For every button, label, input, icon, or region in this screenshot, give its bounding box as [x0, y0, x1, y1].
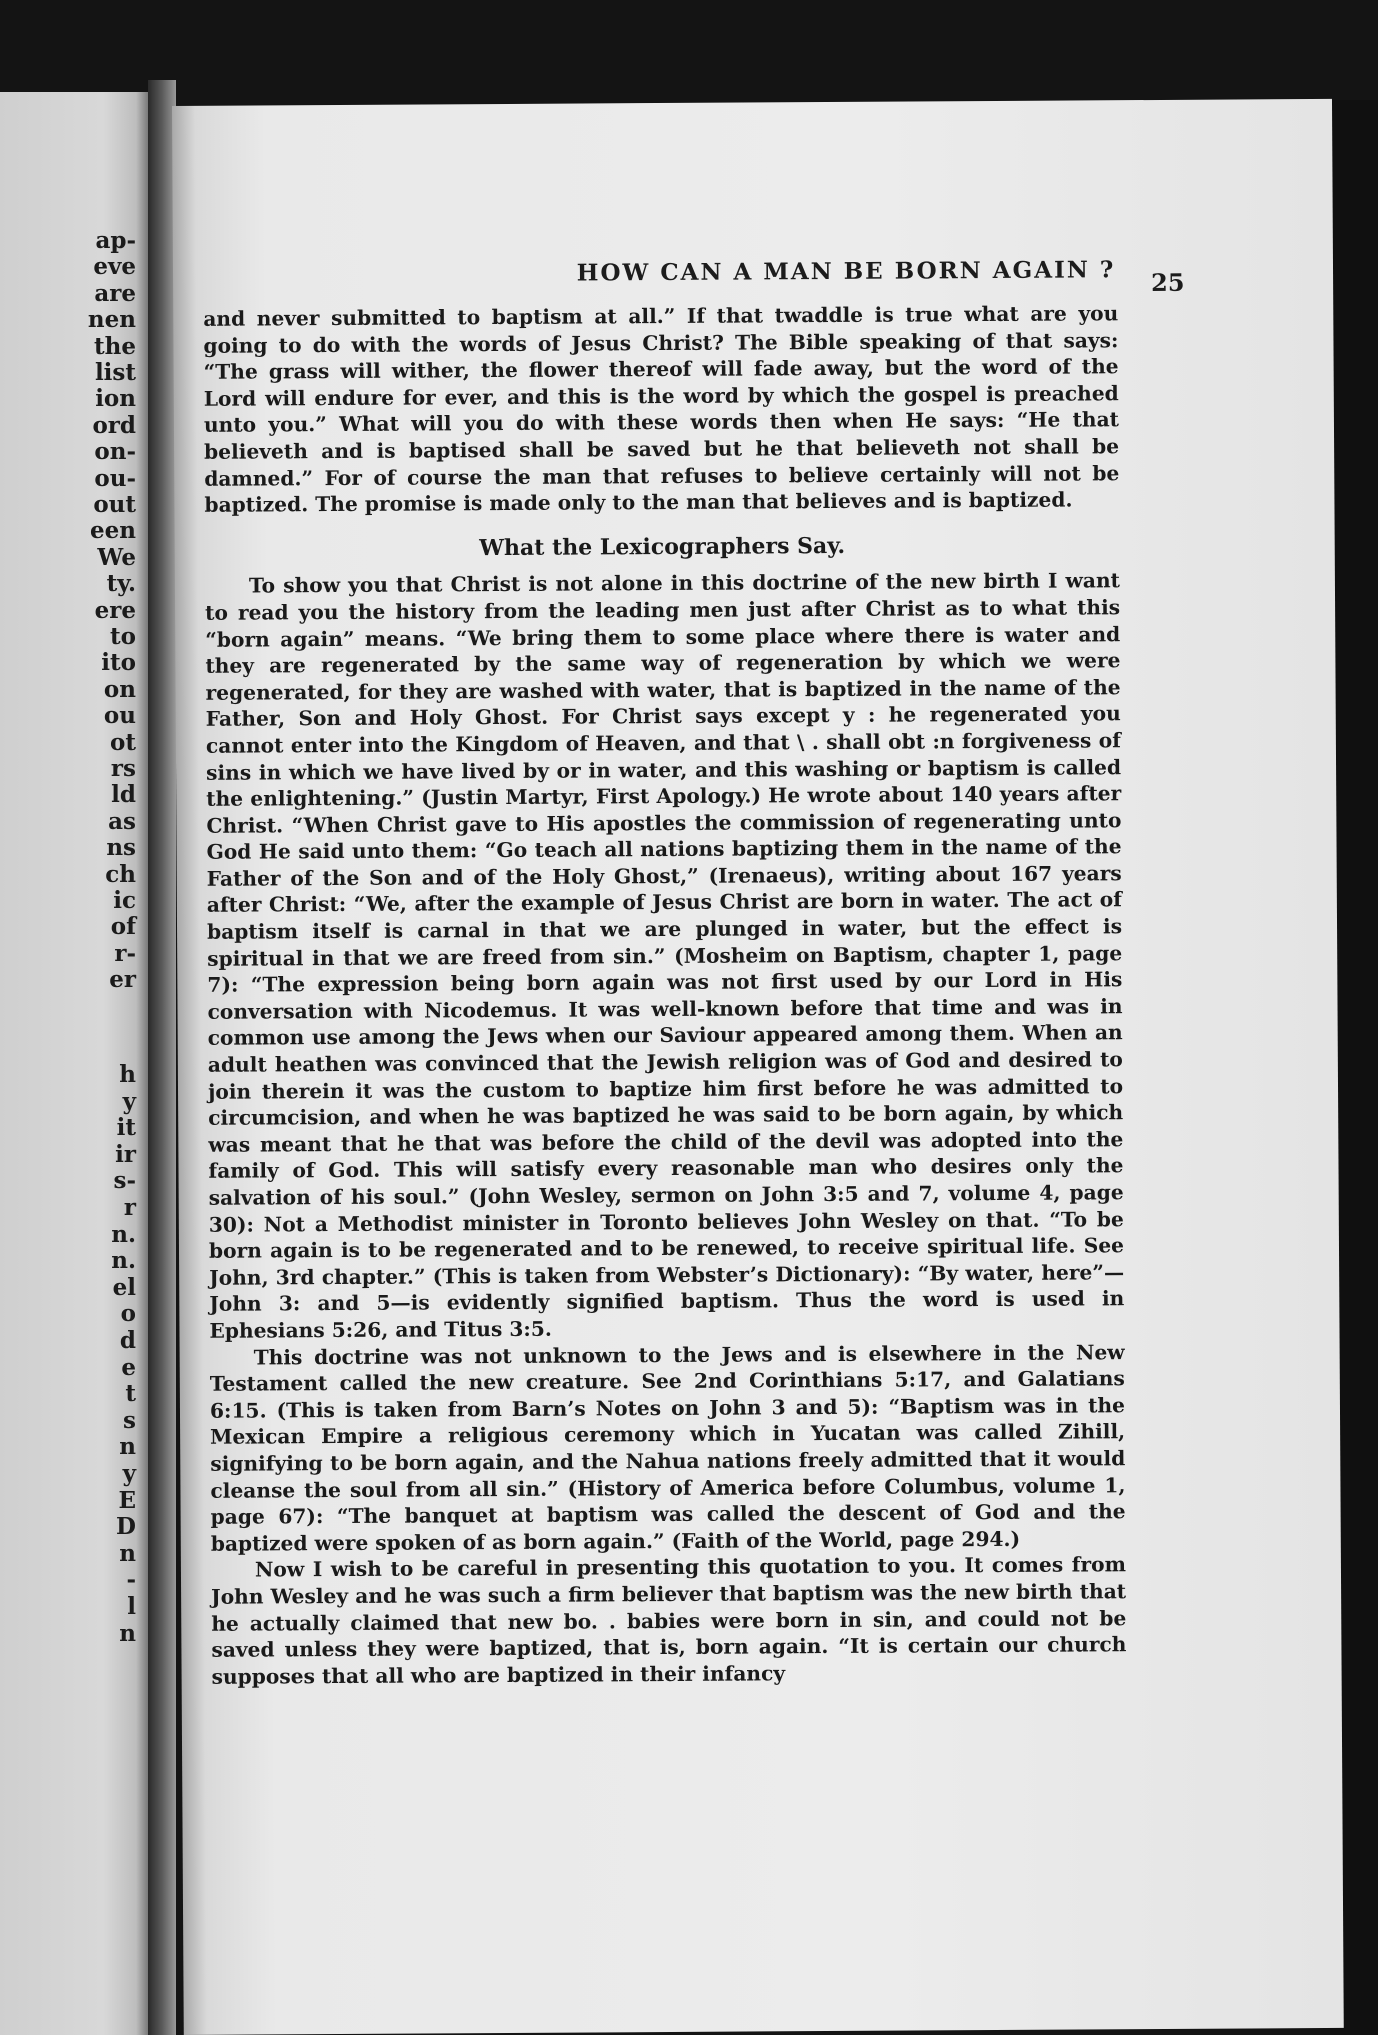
left-page-text-fragment: ito: [101, 649, 136, 677]
left-page-text-fragment: ty.: [106, 570, 136, 598]
left-page-text-fragment: t: [125, 1380, 136, 1408]
section-heading: What the Lexicographers Say.: [479, 532, 846, 561]
page-number: 25: [1151, 267, 1185, 298]
left-page-text-fragment: n.: [111, 1220, 136, 1248]
left-page-text-fragment: it: [116, 1114, 136, 1142]
left-page-text-fragment: ou: [103, 702, 136, 730]
left-page-text-fragment: ic: [113, 887, 136, 914]
left-page-text-fragment: We: [97, 543, 136, 571]
left-page-text-fragment: to: [110, 623, 136, 650]
paragraph: This doctrine was not unknown to the Jews and is elsewhere in the New Testament called the new creature. See 2nd Corinthians 5:17, and Galatians 6:15. (This is taken from Barn’s Notes on John 3 and 5): “Baptism was in the Mexican Empire a religious ceremony which in Yucatan was called Zihill, signifying to be born again, and the Nahua nations freely admitted that it would cleanse the soul from all sin.” (History of America before Columbus, volume 1, page 67): “The banquet at baptism was called the descent of God and the baptized were spoken of as born again.” (Faith of the World, page 294.): [209, 1339, 1126, 1556]
left-page-text-fragment: list: [94, 359, 136, 386]
left-page-text-fragment: of: [110, 913, 136, 941]
left-page-text-fragment: n: [119, 1619, 136, 1647]
left-page-text-fragment: o: [120, 1300, 136, 1328]
left-page-text-fragment: rs: [110, 755, 136, 782]
left-page-text-fragment: ld: [111, 781, 136, 809]
book-gutter: [148, 80, 176, 2035]
left-page-text-fragment: ns: [106, 834, 136, 862]
left-page-text-fragment: n.: [111, 1247, 136, 1275]
left-page-text-fragment: -: [126, 1566, 136, 1594]
left-page-text-fragment: ion: [95, 385, 136, 413]
left-page-text-fragment: nen: [87, 306, 136, 334]
left-page-text-fragment: e: [121, 1353, 136, 1381]
left-page-text-fragment: ir: [115, 1140, 136, 1168]
left-page-text-fragment: ch: [105, 860, 136, 888]
left-page-text-fragment: ord: [92, 411, 136, 439]
left-page-text-fragment: l: [127, 1593, 136, 1620]
left-page-text-fragment: r: [123, 1194, 136, 1221]
book-page: [172, 99, 1344, 2035]
paragraph: and never submitted to baptism at all.” If that twaddle is true what are you going to do with the words of Jesus Christ? The Bible speaking of that says: “The grass will wither, the flower thereof will fade away, but the word of the Lord will endure for ever, and this is the word by which the gospel is preached unto you.” What will you do with these words then when He says: “He that believeth and is baptised shall be saved but he that believeth not shall be damned.” For of course the man that refuses to believe certainly will not be baptized. The promise is made only to the man that believes and is baptized.: [203, 301, 1120, 517]
left-page-text-fragment: d: [119, 1327, 136, 1354]
left-page-text-fragment: n: [119, 1539, 136, 1567]
left-page-text-fragment: ou-: [94, 464, 136, 492]
running-head: HOW CAN A MAN BE BORN AGAIN ?: [576, 256, 1116, 287]
left-page-text-fragment: are: [94, 279, 136, 307]
left-page-text-fragment: er: [109, 966, 136, 994]
left-page-text-fragment: on: [103, 675, 136, 703]
page-body: [203, 300, 1126, 1690]
left-page-text-fragment: E: [118, 1486, 136, 1514]
left-page-text-fragment: el: [112, 1273, 136, 1301]
left-facing-page: [0, 92, 148, 2035]
left-page-text-fragment: y: [122, 1087, 136, 1115]
paragraph: To show you that Christ is not alone in this doctrine of the new birth I want to read you the history from the leading men just after Christ as to what this “born again” means. “We bring them to some place where there is water and they are regenerated by the same way of regeneration by which we were regenerated, for they are washed with water, that is baptized in the name of the Father, Son and Holy Ghost. For Christ says except y : he regenerated you cannot enter into the Kingdom of Heaven, and that \ . shall obt :n forgiveness of sins in which we have lived by or in water, and this washing or baptism is called the enlightening.” (Justin Martyr, First Apology.) He wrote about 140 years after Christ. “When Christ gave to His apostles the commission of regenerating unto God He said unto them: “Go teach all nations baptizing them in the name of the Father of the Son and of the Holy Ghost,” (Irenaeus), writing about 167 years after Christ: “We, after the example of Jesus Christ are born in water. The act of baptism itself is carnal in that we are plunged in water, but the effect is spiritual in that we are freed from sin.” (Mosheim on Baptism, chapter 1, page 7): “The expression being born again was not first used by our Lord in His conversation with Nicodemus. It was well-known before that time and was in common use among the Jews when our Saviour appeared among them. When an adult heathen was convinced that the Jewish religion was of God and desired to join therein it was the custom to baptize him first before he was admitted to circumcision, and when he was baptized he was said to be born again, by which was meant that he that was before the child of the devil was adopted into the family of God. This will satisfy every reasonable man who desires only the salvation of his soul.” (John Wesley, sermon on John 3:5 and 7, volume 4, page 30): Not a Methodist minister in Toronto believes John Wesley on that. “To be born again is to be regenerated and to be renewed, to receive spiritual life. See John, 3rd chapter.” (This is taken from Webster’s Dictionary): “By water, here”—John 3: and 5—is evidently signified baptism. Thus the word is used in Ephesians 5:26, and Titus 3:5.: [205, 568, 1125, 1343]
left-page-text-fragment: y: [122, 1460, 136, 1487]
left-page-text-fragment: ere: [94, 596, 136, 624]
left-page-text-fragment: on-: [94, 438, 136, 466]
left-page-text-fragment: ot: [110, 728, 136, 756]
left-page-text-fragment: the: [94, 332, 136, 360]
left-page-text-fragment: D: [116, 1513, 136, 1541]
left-page-text-fragment: een: [90, 517, 136, 545]
left-page-text-fragment: out: [93, 491, 136, 518]
left-page-text-fragment: s-: [113, 1167, 136, 1195]
left-page-text-fragment: r-: [114, 939, 136, 967]
left-page-text-fragment: s: [123, 1406, 136, 1434]
left-page-text-fragment: n: [119, 1433, 136, 1461]
left-page-text-fragment: eve: [93, 253, 136, 281]
paragraph: Now I wish to be careful in presenting this quotation to you. It comes from John Wesley and he was such a firm believer that baptism was the new birth that he actually claimed that new bo. . babies were born in sin, and could not be saved unless they were baptized, that is, born again. “It is certain our church supposes that all who are baptized in their infancy: [211, 1552, 1127, 1689]
left-page-text-fragment: as: [108, 807, 136, 835]
left-page-text-fragment: ap-: [95, 227, 136, 254]
left-page-text-fragment: h: [119, 1061, 136, 1088]
